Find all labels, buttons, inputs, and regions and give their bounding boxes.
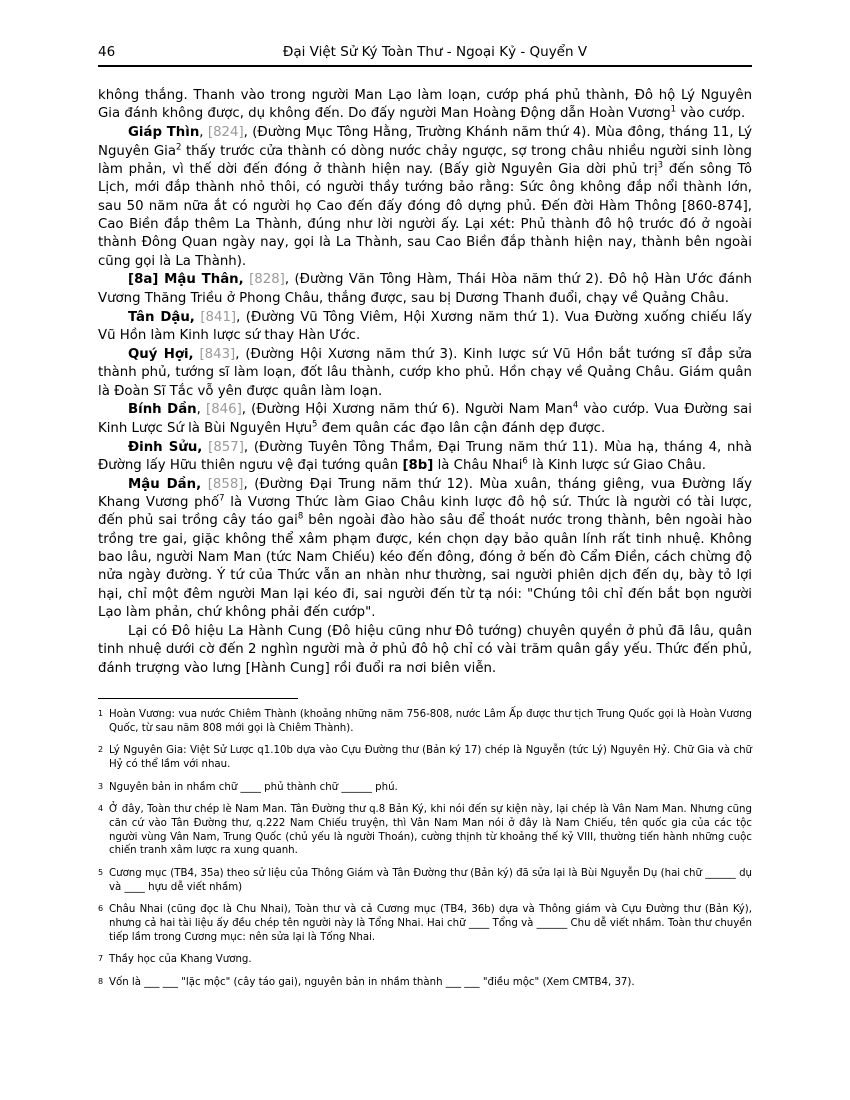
footnote-item [98,744,752,771]
footnote-ref-7[interactable]: 7 [219,493,225,504]
footnote-marker: 4 [98,804,104,814]
footnote-marker: 8 [98,977,104,987]
footnote-item [98,953,752,967]
folio-marker-8b: [8b] [402,457,434,473]
entry-year-828: [828] [249,272,285,288]
footnote-text: Thầy học của Khang Vương. [109,954,252,966]
paragraph-binh-dan: Bính Dần, [846], (Đường Hội Xương năm thứ 6). Người Nam Man$^4$ vào cướp. Vua Đường sai Kinh Lược Sứ là Bùi Nguyên Hựu$^5$ đem quân các đạo lân cận đánh dẹp được. [98,400,752,436]
page-header [98,44,752,65]
paragraph-1: không thắng. Thanh vào trong người Man Lạo làm loạn, cướp phá phủ thành, Đô hộ Lý Nguyên Gia đánh không được, dụ không đến. Do đấy người Man Hoàng Động dẫn Hoàn Vương$^1$ vào cướp. [98,88,752,122]
entry-name-mau-dan: Mậu Dần, [128,476,202,492]
entry-year-843: [843] [199,346,236,362]
page-number: 46 [98,44,116,60]
entry-name-tan-dau: Tân Dậu, [128,309,195,325]
footnote-ref-5[interactable]: 5 [312,419,318,430]
footnote-ref-3[interactable]: 3 [657,160,664,171]
footnote-item [98,903,752,944]
entry-year-857: [857] [208,439,244,455]
footnote-marker: 6 [98,904,104,914]
paragraph-dinh-suu: Đinh Sửu, [857], (Đường Tuyên Tông Thầm, Đại Trung năm thứ 11). Mùa hạ, tháng 4, nhà Đường lấy Hữu thiên ngưu vệ đại tướng quân [8b] là Châu Nhai$^6$ là Kinh lược sứ Giao Châu. [98,439,753,473]
paragraph-mau-than: [8a] Mậu Thân, [828], (Đường Văn Tông Hàm, Thái Hòa năm thứ 2). Đô hộ Hàn Ước đánh Vương Thăng Triều ở Phong Châu, thắng được, sau bị Dương Thanh đuổi, chạy về Quảng Châu. [98,272,752,306]
footnote-marker: 5 [98,868,104,878]
entry-year-858: [858] [207,476,244,492]
entry-year-824: [824] [207,125,244,141]
entry-name-quy-hoi: Quý Hợi, [128,346,194,362]
footnote-marker: 2 [98,745,104,755]
paragraph-la-hanh-cung: Lại có Đô hiệu La Hành Cung (Đô hiệu cũng như Đô tướng) chuyên quyền ở phủ đã lâu, quân tinh nhuệ dưới cờ đến 2 nghìn người mà ở phủ đô hộ chỉ có vài trăm quân gầy yếu. Thức đến phủ, đánh trượng vào lưng [Hành Cung] rồi đuổi ra nơi biên viễn. [98,623,752,676]
footnote-marker: 3 [98,781,104,791]
paragraph-quy-hoi: Quý Hợi, [843], (Đường Hội Xương năm thứ 3). Kinh lược sứ Vũ Hồn bắt tướng sĩ đắp sửa thành phủ, tướng sĩ làm loạn, đốt lâu thành, cướp kho phủ. Hồn chạy về Quảng Châu. Giám quân là Đoàn Sĩ Tắc vỗ yên được quân làm loạn. [98,346,752,399]
entry-name-mau-than: [8a] Mậu Thân, [128,272,244,288]
footnote-marker: 7 [98,954,104,964]
paragraph-giap-thin: Giáp Thìn, [824], (Đường Mục Tông Hằng, Trường Khánh năm thứ 4). Mùa đông, tháng 11, Lý Nguyên Gia$^2$ thấy trước cửa thành có dòng nước chảy ngược, sợ trong châu nhiều người sinh lòng làm phản, vì thế dời đến đóng ở thành hiện nay. (Bấy giờ Nguyên Gia dời phủ trị$^3$ đến sông Tô Lịch, mới đắp thành nhỏ thôi, có người thầy tướng bảo rằng: Sức ông không đắp nổi thành lớn, sau 50 năm nữa ắt có người họ Cao đến đấy đóng đô dựng phủ. Đến đời Hàm Thông [860-874], Cao Biền đắp thêm La Thành, đúng như lời người ấy. Lại xét: Phủ thành đô hộ trước đó ở ngoài thành Đông Quan ngày nay, gọi là La Thành, sau Cao Biền đắp thành hiện nay, thành bên ngoài cũng gọi là La Thành). [98,125,752,269]
paragraph-mau-dan: Mậu Dần, [858], (Đường Đại Trung năm thứ 12). Mùa xuân, tháng giêng, vua Đường lấy Khang Vương phố$^7$ là Vương Thức làm Giao Châu kinh lược đô hộ sứ. Thức là người có tài lược, đến phủ sai trồng cây táo gai$^8$ bên ngoài đào hào sâu để thoát nước trong thành, bên ngoài hào trồng tre gai, giặc không thể xâm phạm được, kén chọn dạy bảo quân lính rất tinh nhuệ. Không bao lâu, người Nam Man (tức Nam Chiếu) kéo đến đông, đóng ở bến đò Cẩm Điền, cách chừng độ nửa ngày đường. Ý tứ của Thức vẫn an nhàn như thường, sai người phiên dịch đến dụ, bày tỏ lợi hại, chỉ một đêm người Man lại kéo đi, sai người đến từ tạ nói: "Chúng tôi chỉ đến bắt bọn người Lạo làm phản, chứ không phải đến cướp". [98,476,753,621]
footnote-item [98,781,752,795]
document-body [98,87,752,678]
footnote-divider [98,698,298,699]
footnote-item [98,976,752,990]
footnote-text: Nguyên bản in nhầm chữ ____ phủ thành chữ ______ phú. [109,781,398,793]
footnote-ref-6[interactable]: 6 [522,456,528,467]
entry-name-binh-dan: Bính Dần [128,402,197,418]
footnote-ref-8[interactable]: 8 [297,511,304,522]
footnote-text: Vốn là ___ ___ "lặc mộc" (cây táo gai), nguyên bản in nhầm thành ___ ___ "điều mộc" (Xem CMTB4, 37). [109,977,635,989]
footnote-text: Hoàn Vương: vua nước Chiêm Thành (khoảng những năm 756-808, nước Lâm Ấp được thư tịch Trung Quốc gọi là Hoàn Vương Quốc, từ sau năm 808 mới gọi là Chiêm Thành). [109,709,752,734]
footnote-text: Ở đây, Toàn thư chép lè Nam Man. Tân Đường thư q.8 Bản Ký, khi nói đến sự kiện này, lại chép là Vân Nam Man. Nhưng cũng căn cứ vào Tân Đường thư, q.222 Nam Chiếu truyện, thì Vân Nam Man nói ở đây là Nam Chiếu, tên quốc gia của các tộc người vùng Vân Nam, Trung Quốc (chủ yếu là người Thoán), cường thịnh từ khoảng thế kỷ VIII, thường tiến hành những cuộc chiến tranh xâm lược ra xung quanh. [109,804,752,857]
footnote-item [98,867,752,894]
entry-year-841: [841] [200,309,237,325]
footnote-list [98,708,752,990]
footnote-text: Cương mục (TB4, 35a) theo sử liệu của Thông Giám và Tân Đường thư (Bản ký) đã sửa lại là Bùi Nguyễn Dụ (hai chữ ______ dụ và ____ hựu dễ viết nhầm) [109,868,752,893]
footnote-text: Lý Nguyên Gia: Việt Sử Lược q1.10b dựa vào Cựu Đường thư (Bản ký 17) chép là Nguyễn (tức Lý) Nguyên Hỷ. Chữ Gia và chữ Hỷ có thể lầm với nhau. [109,745,752,771]
header-title: Đại Việt Sử Ký Toàn Thư - Ngoại Kỷ - Quyển V [282,44,588,60]
header-divider [98,65,752,67]
footnote-ref-1[interactable]: 1 [670,104,677,115]
footnote-ref-4[interactable]: 4 [572,400,579,411]
footnote-text: Châu Nhai (cũng đọc là Chu Nhai), Toàn thư và cả Cương mục (TB4, 36b) dựa và Thông giám và Cựu Đường thư (Bản Ký), nhưng cả hai tài liệu ấy đều chép tên người này là Tổng Nhai. Hai chữ ____ Tổng và ______ Chu dễ viết nhầm. Toàn thư chuyền tiếp lầm trong Cương mục: nên sửa lại là Tống Nhai. [109,904,752,943]
entry-year-846: [846] [206,402,242,418]
entry-name-dinh-suu: Đinh Sửu, [128,439,203,455]
footnote-marker: 1 [98,709,104,718]
entry-name-giap-thin: Giáp Thìn [128,125,200,141]
footnote-item [98,803,752,858]
footnote-ref-2[interactable]: 2 [175,142,182,153]
footnote-item [98,708,752,735]
paragraph-tan-dau: Tân Dậu, [841], (Đường Vũ Tông Viêm, Hội Xương năm thứ 1). Vua Đường xuống chiếu lấy Vũ Hồn làm Kinh lược sứ thay Hàn Ước. [98,309,753,343]
